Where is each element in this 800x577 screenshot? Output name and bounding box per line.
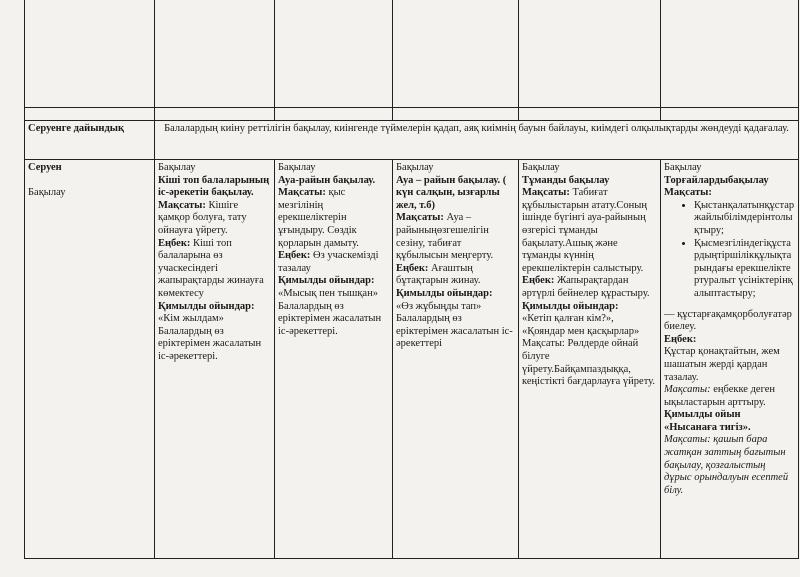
- work-label: Еңбек:: [158, 237, 191, 249]
- work-text: Құстар қонақтайтын, жем шашатын жерді қардан тазалау.: [664, 346, 780, 383]
- goal-list: [664, 200, 795, 301]
- walk-label-title: Серуен: [28, 162, 62, 173]
- cell-heading: Бақылау: [522, 162, 560, 173]
- games-text: «Өз жұбыңды тап» Балалардың өз еріктерімен жасалатын іс-әрекеттері: [396, 300, 513, 350]
- goal-text: қыс мезгілінің ерекшеліктерін ұғындыру. Сөздік қорларын дамыту.: [278, 187, 359, 249]
- table-cell: [393, 108, 519, 121]
- games-label: Қимылды ойын: [664, 409, 741, 421]
- goal-text: Табиғат құбылыстарын атату.Соның ішінде бүгінгі ауа-райының өзгерісі тұманды бақылату.Ашық және тұманды күннің ерекшеліктерін салыстыру.: [522, 187, 647, 274]
- day-cell-4: [519, 160, 661, 559]
- table-cell: [519, 108, 661, 121]
- table-cell: [275, 0, 393, 108]
- table-cell: [661, 0, 799, 108]
- schedule-table: [24, 0, 799, 559]
- day-cell-5: [661, 160, 799, 559]
- table-cell: [155, 108, 275, 121]
- work-text: Ағаштың бұтақтарын жинау.: [396, 262, 481, 287]
- goal-text: Ауа – райыныңөзгешелігін сезіну, табиғат құбылысын меңгерту.: [396, 212, 494, 262]
- cell-title: Ауа – райын бақылау. ( күн салқын, ызғарлы жел, т.б): [396, 174, 507, 211]
- games-text: «Мысық пен тышқан» Балалардың өз еріктерімен жасалатын іс-әрекеттері.: [278, 287, 382, 337]
- prep-label: Серуенге дайындық: [25, 121, 155, 160]
- goal-label: Мақсаты:: [522, 187, 570, 199]
- cell-title: Торғайлардыбақылау: [664, 174, 769, 186]
- cell-title: Ауа-райын бақылау.: [278, 174, 376, 186]
- work-label: Еңбек:: [522, 275, 555, 287]
- cell-heading: Бақылау: [278, 162, 316, 173]
- walk-row: [25, 160, 799, 559]
- cell-heading: Бақылау: [396, 162, 434, 173]
- games-goal-text: Мақсаты: қашып бара жатқан заттың бағытын бақылау, қозғалыстың дұрыс орындалуын есептей білу.: [664, 434, 789, 496]
- cell-title: Кіші топ балаларының іс-әрекетін бақылау.: [158, 174, 270, 199]
- work-goal-label: Мақсаты:: [664, 384, 711, 396]
- work-label: Еңбек:: [664, 333, 697, 345]
- cell-title: Тұманды бақылау: [522, 174, 610, 186]
- table-row: [25, 108, 799, 121]
- games-text: «Кетіп қалған кім?», «Қояндар мен қасқырлар» Мақсаты: Рөлдерде ойнай білуге үйрету.Байқампаздыққа, кеңістікті бағдарлауға үйрету.: [522, 313, 655, 388]
- work-label: Еңбек:: [278, 250, 311, 262]
- games-text: «Нысанаға тигіз».: [664, 421, 751, 433]
- games-label: Қимылды ойындар:: [396, 287, 493, 299]
- extra-text: — құстарғақамқорболуғатәрбиелеу.: [664, 308, 792, 333]
- table-cell: [275, 108, 393, 121]
- games-label: Қимылды ойындар:: [158, 300, 255, 312]
- games-label: Қимылды ойындар:: [522, 300, 619, 312]
- walk-label-cell: [25, 160, 155, 559]
- work-text: Өз учаскемізді тазалау: [278, 250, 379, 274]
- cell-heading: Бақылау: [664, 162, 702, 173]
- cell-heading: Бақылау: [158, 162, 196, 173]
- day-cell-2: [275, 160, 393, 559]
- day-cell-3: [393, 160, 519, 559]
- work-goal-text: еңбекке деген ықыластарын арттыру.: [664, 384, 776, 408]
- day-cell-1: [155, 160, 275, 559]
- work-label: Еңбек:: [396, 262, 429, 274]
- work-text: Жапырақтардан әртүрлі бейнелер құрастыру.: [522, 275, 650, 299]
- list-item: • Қыстанқалатынқұстаржайлыбілімдерінтолықтыру;: [694, 200, 795, 238]
- goal-text: Кішіге қамқор болуға, тату ойнауға үйрету.: [158, 199, 247, 236]
- prep-text: Балалардың киіну реттілігін бақылау, киінгенде түймелерін қадап, аяқ киімнің бауын байлауы, киімдегі олқылықтарды жөндеуді қадағалау.: [155, 121, 799, 160]
- prep-row: [25, 121, 799, 160]
- table-cell: [25, 0, 155, 108]
- table-cell: [155, 0, 275, 108]
- goal-label: Мақсаты:: [278, 187, 326, 199]
- games-label: Қимылды ойындар:: [278, 275, 375, 287]
- list-item: • Қысмезгіліндегіқұстардыңтіршілікқұлықтарындағы ерекшеліктертуралыт үсініктерінқалыптастыру;: [694, 238, 795, 301]
- goal-label: Мақсаты:: [158, 199, 206, 211]
- goal-label: Мақсаты:: [664, 187, 712, 199]
- work-text: Кіші топ балаларына өз учаскесіндегі жапырақтарды жинауға көмектесу: [158, 237, 264, 299]
- table-cell: [25, 108, 155, 121]
- table-cell: [393, 0, 519, 108]
- table-row: [25, 0, 799, 108]
- walk-label-sub: Бақылау: [28, 186, 66, 198]
- games-text: «Кім жылдам» Балалардың өз еріктерімен жасалатын іс-әрекеттері.: [158, 313, 262, 362]
- table-cell: [661, 108, 799, 121]
- table-cell: [519, 0, 661, 108]
- goal-label: Мақсаты:: [396, 212, 444, 224]
